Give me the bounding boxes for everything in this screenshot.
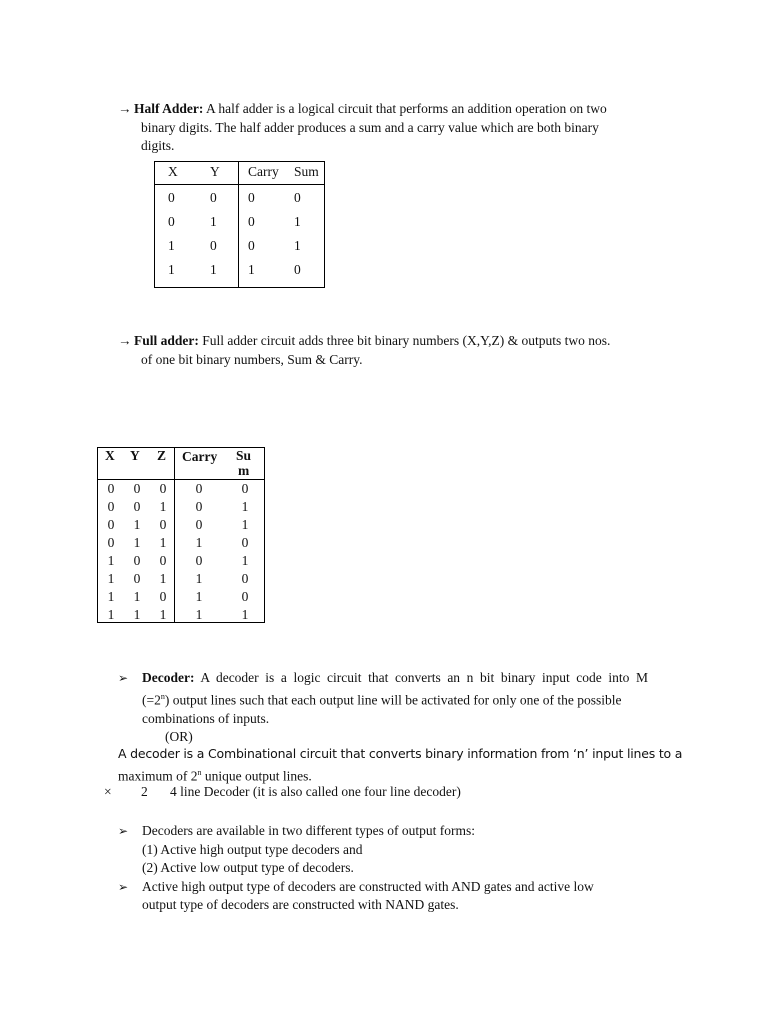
- table-divider: [174, 448, 175, 622]
- header-sum: Sum: [294, 164, 319, 179]
- full-adder-line-1: [118, 332, 678, 351]
- full-adder-cell: 0: [133, 499, 141, 514]
- full-adder-cell: 1: [241, 607, 249, 622]
- bullet-list: [118, 822, 658, 915]
- header-y: Y: [130, 448, 140, 463]
- header-sum-top: Su: [236, 448, 252, 463]
- full-adder-cell: 1: [241, 517, 249, 532]
- cell: 1: [168, 238, 175, 253]
- full-adder-cell: 1: [133, 517, 141, 532]
- cell: 1: [168, 262, 175, 277]
- full-adder-cell: 1: [133, 589, 141, 604]
- header-carry: Carry: [248, 164, 279, 179]
- full-adder-cell: 1: [241, 553, 249, 568]
- full-adder-cell: 0: [107, 481, 115, 496]
- decoder-term: Decoder:: [142, 670, 195, 685]
- full-adder-cell: 1: [107, 607, 115, 622]
- full-adder-cell: 0: [159, 589, 167, 604]
- header-x: X: [168, 164, 178, 179]
- full-adder-cell: 1: [133, 607, 141, 622]
- header-carry: Carry: [182, 449, 218, 464]
- cell: 0: [294, 262, 301, 277]
- half-adder-paragraph: [118, 100, 678, 156]
- full-adder-cell: 0: [159, 517, 167, 532]
- bullet-2-line-1: Active high output type of decoders are constructed with AND gates and active low: [142, 878, 594, 894]
- times-icon: ×: [104, 784, 112, 799]
- line-decoder-text: 4 line Decoder (it is also called one four line decoder): [170, 784, 461, 799]
- full-adder-cell: 1: [195, 607, 203, 622]
- decoder-alt-2-post: unique output lines.: [201, 768, 312, 784]
- cell: 1: [210, 262, 217, 277]
- bullet-1-line-3: (2) Active low output type of decoders.: [142, 860, 354, 875]
- full-adder-cell: 0: [195, 499, 203, 514]
- full-adder-cell: 0: [133, 553, 141, 568]
- cell: 0: [248, 190, 255, 205]
- right-arrow-icon: →: [118, 101, 132, 116]
- cell: 0: [248, 214, 255, 229]
- table-header-line: [155, 184, 324, 185]
- bullet-1-line-1: Decoders are available in two different types of output forms:: [142, 823, 476, 838]
- cell: 0: [248, 238, 255, 253]
- full-adder-cell: 1: [159, 499, 167, 514]
- half-adder-term: Half Adder:: [134, 101, 204, 116]
- superscript-n: n: [197, 768, 202, 777]
- decoder-line-2-post: ) output lines such that each output line will be activated for only one of the possible: [164, 692, 622, 707]
- half-adder-line-1: [118, 100, 678, 119]
- full-adder-cell: 0: [241, 571, 249, 586]
- half-adder-text-1: A half adder is a logical circuit that performs an addition operation on two: [206, 101, 607, 116]
- half-adder-line-2: binary digits. The half adder produces a sum and a carry value which are both binary: [141, 119, 599, 135]
- cell: 0: [294, 190, 301, 205]
- line-decoder-row: [104, 783, 604, 802]
- decoder-line-1: [118, 669, 648, 688]
- full-adder-paragraph: [118, 332, 678, 369]
- bullet-2-line-2: output type of decoders are constructed with NAND gates.: [142, 897, 459, 912]
- full-adder-cell: 0: [241, 589, 249, 604]
- full-adder-cell: 1: [107, 553, 115, 568]
- decoder-line-2-pre: (=2: [142, 692, 161, 707]
- decoder-line-3: combinations of inputs.: [142, 710, 270, 726]
- full-adder-cell: 0: [133, 571, 141, 586]
- bullet-1-line-2: (1) Active high output type decoders and: [142, 841, 363, 857]
- full-adder-term: Full adder:: [134, 333, 199, 348]
- full-adder-cell: 0: [107, 499, 115, 514]
- full-adder-cell: 1: [159, 535, 167, 550]
- decoder-line-2: [118, 688, 648, 710]
- full-adder-cell: 1: [107, 571, 115, 586]
- half-adder-truth-table: [154, 161, 325, 288]
- full-adder-cell: 1: [195, 571, 203, 586]
- full-adder-cell: 0: [159, 481, 167, 496]
- full-adder-cell: 0: [195, 553, 203, 568]
- full-adder-cell: 1: [107, 589, 115, 604]
- cell: 1: [294, 214, 301, 229]
- table-divider: [238, 162, 239, 287]
- header-y: Y: [210, 164, 220, 179]
- cell: 0: [210, 190, 217, 205]
- superscript-n: n: [160, 691, 165, 701]
- header-z: Z: [157, 448, 167, 463]
- full-adder-cell: 0: [159, 553, 167, 568]
- full-adder-cell: 1: [195, 589, 203, 604]
- table-header-line: [98, 479, 264, 480]
- cell: 1: [294, 238, 301, 253]
- full-adder-cell: 1: [133, 535, 141, 550]
- cell: 0: [210, 238, 217, 253]
- bullet-arrow-icon: ➢: [118, 879, 129, 894]
- full-adder-line-2: of one bit binary numbers, Sum & Carry.: [141, 351, 363, 367]
- decoder-text-1: A decoder is a logic circuit that converts an n bit binary input code into M: [200, 670, 648, 685]
- bullet-arrow-icon: ➢: [118, 824, 129, 838]
- full-adder-cell: 0: [107, 517, 115, 532]
- cell: 1: [248, 262, 255, 277]
- full-adder-cell: 1: [195, 535, 203, 550]
- half-adder-line-3: digits.: [141, 138, 175, 153]
- full-adder-cell: 1: [159, 607, 167, 622]
- bullet-item-2: [118, 878, 658, 897]
- header-x: X: [105, 448, 115, 463]
- full-adder-text-1: Full adder circuit adds three bit binary numbers (X,Y,Z) & outputs two nos.: [202, 333, 611, 348]
- decoder-alt-line-1: A decoder is a Combinational circuit that converts binary information from ‘n’ input lines to a: [118, 746, 683, 761]
- line-decoder-number: 2: [141, 784, 148, 799]
- bullet-item-1: [118, 822, 658, 841]
- decoder-paragraph: [118, 669, 648, 747]
- decoder-or: (OR): [165, 729, 193, 744]
- full-adder-cell: 0: [241, 481, 249, 496]
- full-adder-cell: 0: [133, 481, 141, 496]
- full-adder-cell: 1: [159, 571, 167, 586]
- bullet-arrow-icon: ➢: [118, 671, 129, 685]
- full-adder-truth-table: [97, 447, 265, 623]
- decoder-alt-2-pre: maximum of 2: [118, 768, 198, 784]
- cell: 0: [168, 214, 175, 229]
- full-adder-cell: 0: [195, 517, 203, 532]
- header-sum-bottom: m: [238, 463, 250, 478]
- right-arrow-icon: →: [118, 333, 132, 348]
- full-adder-cell: 0: [195, 481, 203, 496]
- cell: 1: [210, 214, 217, 229]
- full-adder-cell: 0: [107, 535, 115, 550]
- full-adder-cell: 1: [241, 499, 249, 514]
- full-adder-cell: 0: [241, 535, 249, 550]
- cell: 0: [168, 190, 175, 205]
